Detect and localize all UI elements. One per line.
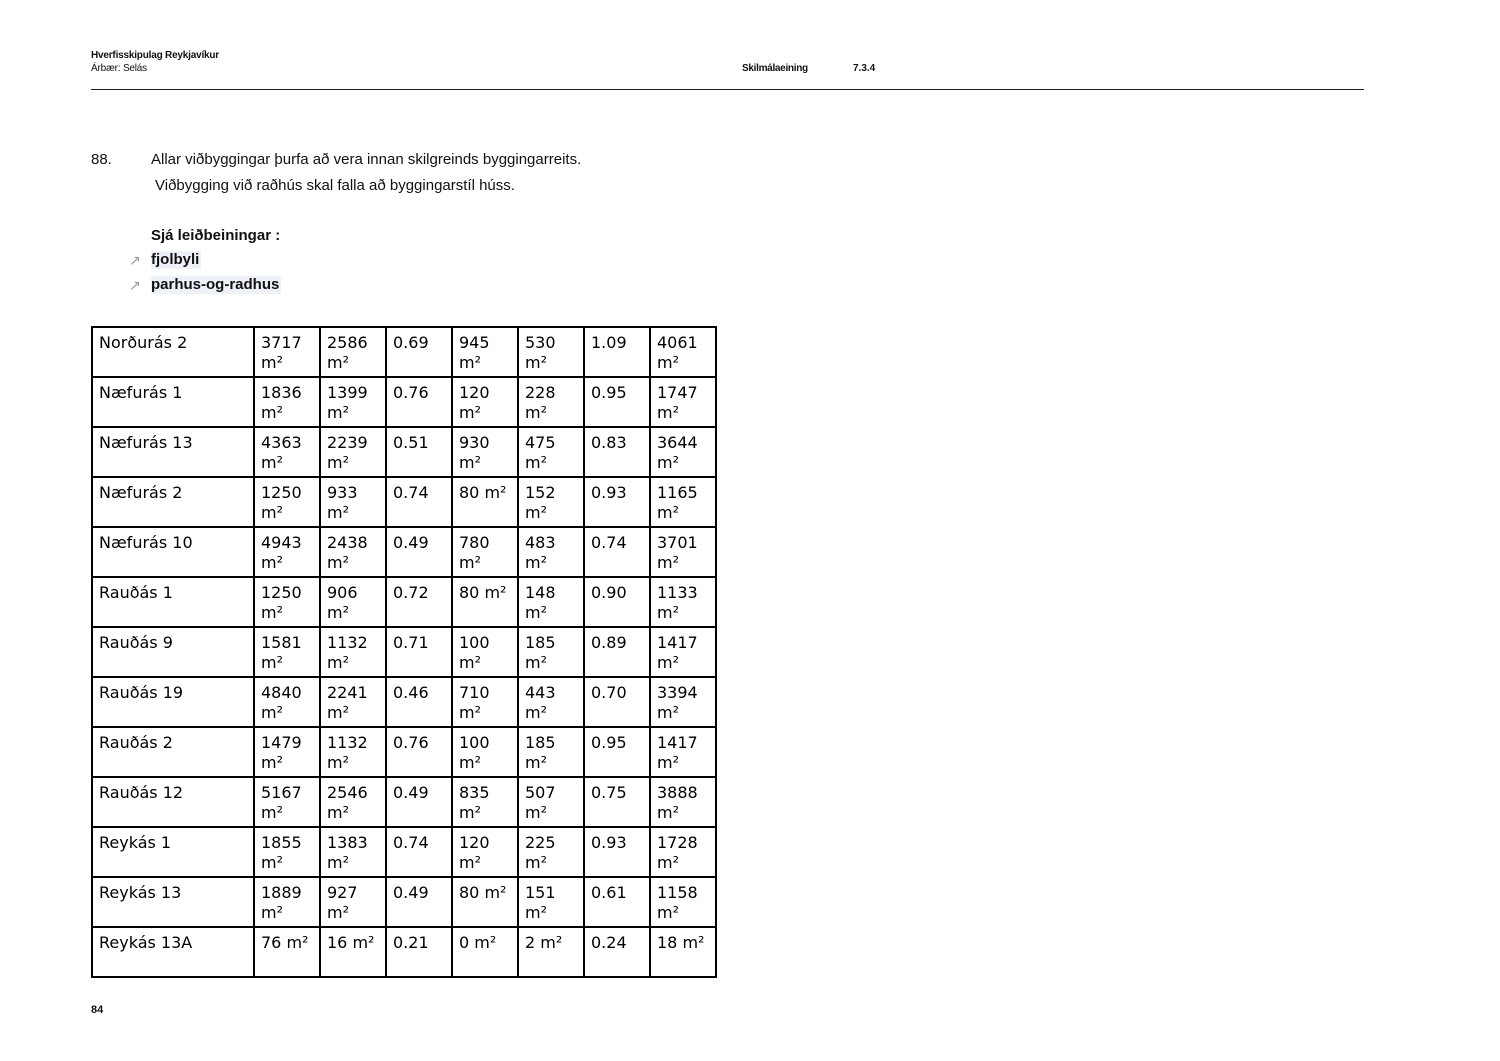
value-cell: 0.21	[386, 927, 452, 977]
header-divider	[91, 89, 1364, 90]
value-cell: 927 m²	[320, 877, 386, 927]
value-cell: 0.49	[386, 527, 452, 577]
value-cell: 4943 m²	[254, 527, 320, 577]
value-cell: 185 m²	[518, 727, 584, 777]
lot-name-cell: Reykás 13	[92, 877, 254, 927]
value-cell: 1133 m²	[650, 577, 716, 627]
value-cell: 1479 m²	[254, 727, 320, 777]
value-cell: 1747 m²	[650, 377, 716, 427]
value-cell: 1581 m²	[254, 627, 320, 677]
value-cell: 0.93	[584, 827, 650, 877]
value-cell: 2586 m²	[320, 327, 386, 377]
value-cell: 2241 m²	[320, 677, 386, 727]
value-cell: 16 m²	[320, 927, 386, 977]
value-cell: 3394 m²	[650, 677, 716, 727]
value-cell: 100 m²	[452, 627, 518, 677]
value-cell: 0.76	[386, 727, 452, 777]
lot-name-cell: Rauðás 1	[92, 577, 254, 627]
external-link-arrow-icon: ↗	[129, 276, 141, 293]
value-cell: 80 m²	[452, 477, 518, 527]
table-row	[92, 677, 716, 727]
value-cell: 0.74	[584, 527, 650, 577]
value-cell: 120 m²	[452, 827, 518, 877]
table-row	[92, 377, 716, 427]
external-link-arrow-icon: ↗	[129, 251, 141, 268]
value-cell: 483 m²	[518, 527, 584, 577]
value-cell: 1132 m²	[320, 627, 386, 677]
value-cell: 0.61	[584, 877, 650, 927]
value-cell: 0.51	[386, 427, 452, 477]
value-cell: 0.69	[386, 327, 452, 377]
document-subtitle: Árbær: Selás	[91, 63, 147, 74]
value-cell: 1399 m²	[320, 377, 386, 427]
value-cell: 225 m²	[518, 827, 584, 877]
value-cell: 3888 m²	[650, 777, 716, 827]
value-cell: 1855 m²	[254, 827, 320, 877]
lot-name-cell: Næfurás 2	[92, 477, 254, 527]
value-cell: 780 m²	[452, 527, 518, 577]
lot-name-cell: Næfurás 10	[92, 527, 254, 577]
value-cell: 906 m²	[320, 577, 386, 627]
lot-name-cell: Reykás 1	[92, 827, 254, 877]
value-cell: 443 m²	[518, 677, 584, 727]
value-cell: 4840 m²	[254, 677, 320, 727]
value-cell: 80 m²	[452, 877, 518, 927]
value-cell: 3717 m²	[254, 327, 320, 377]
value-cell: 0.83	[584, 427, 650, 477]
lot-name-cell: Næfurás 1	[92, 377, 254, 427]
table-row	[92, 777, 716, 827]
table-row	[92, 927, 716, 977]
item-text-line-2: Viðbygging við raðhús skal falla að byggingarstíl húss.	[155, 177, 515, 194]
value-cell: 0.24	[584, 927, 650, 977]
section-number: 7.3.4	[853, 63, 876, 74]
value-cell: 0.72	[386, 577, 452, 627]
lot-name-cell: Reykás 13A	[92, 927, 254, 977]
value-cell: 0.70	[584, 677, 650, 727]
lot-name-cell: Rauðás 2	[92, 727, 254, 777]
value-cell: 0.95	[584, 727, 650, 777]
document-title: Hverfisskipulag Reykjavíkur	[91, 50, 219, 61]
item-number: 88.	[91, 151, 112, 168]
value-cell: 1250 m²	[254, 477, 320, 527]
value-cell: 4363 m²	[254, 427, 320, 477]
value-cell: 5167 m²	[254, 777, 320, 827]
item-text-line-1: Allar viðbyggingar þurfa að vera innan skilgreinds byggingarreits.	[151, 151, 582, 168]
value-cell: 3701 m²	[650, 527, 716, 577]
lot-name-cell: Rauðás 12	[92, 777, 254, 827]
lot-data-table	[91, 326, 717, 978]
value-cell: 0.49	[386, 777, 452, 827]
value-cell: 0.89	[584, 627, 650, 677]
value-cell: 0.49	[386, 877, 452, 927]
section-label: Skilmálaeining	[742, 63, 808, 74]
value-cell: 0.74	[386, 477, 452, 527]
guideline-link-label[interactable]: fjolbyli	[151, 251, 200, 268]
value-cell: 148 m²	[518, 577, 584, 627]
page-number: 84	[91, 1004, 104, 1016]
value-cell: 0.95	[584, 377, 650, 427]
value-cell: 100 m²	[452, 727, 518, 777]
table-row	[92, 627, 716, 677]
value-cell: 507 m²	[518, 777, 584, 827]
value-cell: 4061 m²	[650, 327, 716, 377]
value-cell: 151 m²	[518, 877, 584, 927]
guidelines-heading: Sjá leiðbeiningar :	[151, 227, 281, 244]
table-row	[92, 427, 716, 477]
guideline-link-parhus-og-radhus[interactable]	[129, 276, 281, 294]
value-cell: 1836 m²	[254, 377, 320, 427]
table-row	[92, 877, 716, 927]
value-cell: 18 m²	[650, 927, 716, 977]
guideline-link-fjolbyli[interactable]	[129, 251, 201, 269]
value-cell: 76 m²	[254, 927, 320, 977]
value-cell: 1165 m²	[650, 477, 716, 527]
value-cell: 530 m²	[518, 327, 584, 377]
lot-name-cell: Rauðás 19	[92, 677, 254, 727]
value-cell: 1383 m²	[320, 827, 386, 877]
value-cell: 80 m²	[452, 577, 518, 627]
table-row	[92, 327, 716, 377]
value-cell: 1728 m²	[650, 827, 716, 877]
value-cell: 1417 m²	[650, 627, 716, 677]
value-cell: 475 m²	[518, 427, 584, 477]
value-cell: 1889 m²	[254, 877, 320, 927]
value-cell: 2546 m²	[320, 777, 386, 827]
value-cell: 152 m²	[518, 477, 584, 527]
value-cell: 1.09	[584, 327, 650, 377]
table-row	[92, 727, 716, 777]
value-cell: 933 m²	[320, 477, 386, 527]
lot-name-cell: Norðurás 2	[92, 327, 254, 377]
lot-name-cell: Næfurás 13	[92, 427, 254, 477]
value-cell: 0.75	[584, 777, 650, 827]
value-cell: 0.74	[386, 827, 452, 877]
value-cell: 0.46	[386, 677, 452, 727]
value-cell: 228 m²	[518, 377, 584, 427]
value-cell: 1132 m²	[320, 727, 386, 777]
table-row	[92, 527, 716, 577]
value-cell: 835 m²	[452, 777, 518, 827]
value-cell: 930 m²	[452, 427, 518, 477]
table-row	[92, 577, 716, 627]
table-row	[92, 477, 716, 527]
value-cell: 0.76	[386, 377, 452, 427]
value-cell: 945 m²	[452, 327, 518, 377]
value-cell: 2 m²	[518, 927, 584, 977]
value-cell: 1250 m²	[254, 577, 320, 627]
value-cell: 0.93	[584, 477, 650, 527]
value-cell: 185 m²	[518, 627, 584, 677]
value-cell: 1158 m²	[650, 877, 716, 927]
value-cell: 0 m²	[452, 927, 518, 977]
value-cell: 1417 m²	[650, 727, 716, 777]
value-cell: 120 m²	[452, 377, 518, 427]
lot-data-table-body	[92, 327, 716, 977]
value-cell: 0.71	[386, 627, 452, 677]
value-cell: 3644 m²	[650, 427, 716, 477]
value-cell: 2239 m²	[320, 427, 386, 477]
table-row	[92, 827, 716, 877]
lot-name-cell: Rauðás 9	[92, 627, 254, 677]
value-cell: 0.90	[584, 577, 650, 627]
value-cell: 2438 m²	[320, 527, 386, 577]
guideline-link-label[interactable]: parhus-og-radhus	[151, 276, 280, 293]
value-cell: 710 m²	[452, 677, 518, 727]
